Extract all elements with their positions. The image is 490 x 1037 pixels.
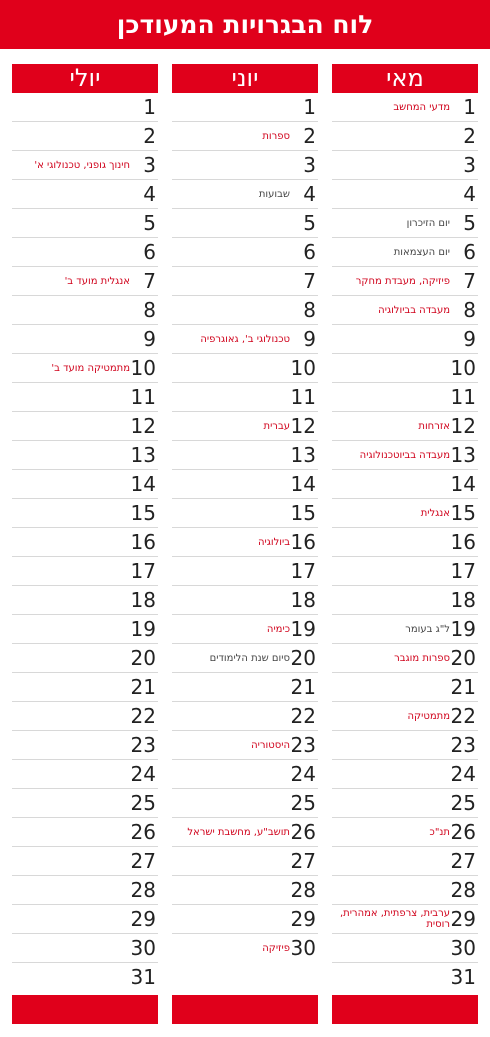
day-number: 13 (290, 443, 316, 467)
day-number: 3 (143, 153, 156, 177)
day-row (332, 354, 478, 383)
day-number: 28 (450, 878, 476, 902)
exam-event (332, 673, 450, 701)
exam-event: טכנולוגי ב', גאוגרפיה (200, 333, 290, 345)
day-number: 28 (290, 878, 316, 902)
day-number: 15 (450, 501, 476, 525)
exam-event: היסטוריה (251, 739, 290, 751)
day-row (172, 528, 318, 557)
day-row (332, 847, 478, 876)
day-number: 10 (450, 356, 476, 380)
exam-event: מתמטיקה מועד ב' (51, 362, 130, 374)
exam-event: ביולוגיה (257, 536, 290, 548)
day-number: 14 (130, 472, 156, 496)
exam-event (12, 122, 130, 150)
exam-event (332, 383, 450, 411)
exam-event (172, 702, 290, 730)
exam-event (172, 847, 290, 875)
day-number: 27 (290, 849, 316, 873)
exam-event: ערבית, צרפתית, אמהרית, רוסית (339, 908, 450, 930)
day-number: 6 (303, 240, 316, 264)
day-row (332, 876, 478, 905)
day-row (172, 296, 318, 325)
day-number: 26 (130, 820, 156, 844)
day-row (12, 499, 158, 528)
exam-event (332, 760, 450, 788)
exam-event (12, 557, 130, 585)
day-row (332, 180, 478, 209)
day-number: 24 (130, 762, 156, 786)
day-row (332, 296, 478, 325)
exam-event (332, 731, 450, 759)
day-row (12, 934, 158, 963)
exam-event (12, 760, 130, 788)
day-number: 3 (303, 153, 316, 177)
day-number: 30 (130, 936, 156, 960)
day-row (172, 499, 318, 528)
day-number: 4 (463, 182, 476, 206)
exam-event: אנגלית מועד ב' (64, 275, 130, 287)
day-number: 10 (290, 356, 316, 380)
exam-event (172, 238, 290, 266)
day-number: 22 (290, 704, 316, 728)
day-number: 17 (130, 559, 156, 583)
month-column-june (172, 64, 318, 963)
day-number: 6 (143, 240, 156, 264)
day-number: 1 (303, 95, 316, 119)
day-row (12, 151, 158, 180)
day-row (332, 644, 478, 673)
day-number: 18 (290, 588, 316, 612)
exam-event (12, 934, 130, 962)
exam-event: ל"ג בעומר (405, 623, 450, 635)
day-number: 15 (290, 501, 316, 525)
day-number: 20 (450, 646, 476, 670)
day-row (12, 383, 158, 412)
day-number: 15 (130, 501, 156, 525)
exam-event (12, 209, 130, 237)
day-number: 3 (463, 153, 476, 177)
exam-event (12, 615, 130, 643)
day-row (172, 122, 318, 151)
day-number: 18 (130, 588, 156, 612)
day-number: 26 (450, 820, 476, 844)
day-number: 28 (130, 878, 156, 902)
day-row (332, 412, 478, 441)
day-number: 14 (290, 472, 316, 496)
day-row (172, 876, 318, 905)
exam-event (172, 673, 290, 701)
exam-event (12, 238, 130, 266)
day-number: 4 (143, 182, 156, 206)
footer-bar-may (332, 995, 478, 1024)
day-row (172, 151, 318, 180)
day-number: 23 (290, 733, 316, 757)
exam-event (332, 528, 450, 556)
day-row (332, 470, 478, 499)
day-number: 21 (130, 675, 156, 699)
day-number: 11 (290, 385, 316, 409)
day-row (12, 267, 158, 296)
day-row (12, 325, 158, 354)
exam-event (12, 905, 130, 933)
exam-event (12, 586, 130, 614)
exam-event (12, 731, 130, 759)
page-title: לוח הבגרויות המעודכן (0, 0, 490, 49)
day-row (12, 760, 158, 789)
day-number: 1 (463, 95, 476, 119)
exam-event (332, 557, 450, 585)
exam-event: עברית (263, 420, 290, 432)
day-number: 19 (130, 617, 156, 641)
exam-event (172, 383, 290, 411)
day-row (172, 586, 318, 615)
day-row (12, 789, 158, 818)
day-number: 16 (450, 530, 476, 554)
exam-event (332, 151, 450, 179)
exam-event (12, 876, 130, 904)
day-row (172, 789, 318, 818)
day-row (332, 615, 478, 644)
exam-event (332, 354, 450, 382)
day-number: 21 (290, 675, 316, 699)
exam-event (12, 673, 130, 701)
exam-event: אנגלית (420, 507, 450, 519)
day-row (12, 412, 158, 441)
day-number: 11 (450, 385, 476, 409)
month-header: יולי (12, 64, 158, 93)
day-number: 7 (303, 269, 316, 293)
day-row (172, 760, 318, 789)
day-row (332, 151, 478, 180)
exam-event (12, 383, 130, 411)
exam-event (332, 963, 450, 991)
day-row (172, 731, 318, 760)
exam-event (12, 296, 130, 324)
day-number: 19 (290, 617, 316, 641)
day-row (332, 383, 478, 412)
day-number: 19 (450, 617, 476, 641)
month-column-may (332, 64, 478, 992)
exam-event (332, 789, 450, 817)
day-number: 31 (130, 965, 156, 989)
day-row (12, 644, 158, 673)
exam-event (172, 905, 290, 933)
day-row (172, 441, 318, 470)
exam-event (332, 847, 450, 875)
day-number: 22 (130, 704, 156, 728)
day-number: 23 (450, 733, 476, 757)
exam-event (332, 876, 450, 904)
day-row (12, 731, 158, 760)
day-row (332, 238, 478, 267)
day-row (332, 731, 478, 760)
day-row (172, 209, 318, 238)
day-row (12, 209, 158, 238)
day-row (332, 93, 478, 122)
day-number: 22 (450, 704, 476, 728)
day-number: 29 (450, 907, 476, 931)
day-number: 29 (130, 907, 156, 931)
day-number: 18 (450, 588, 476, 612)
day-number: 31 (450, 965, 476, 989)
day-number: 4 (303, 182, 316, 206)
day-row (172, 818, 318, 847)
day-row (172, 93, 318, 122)
exam-event: יום הזיכרון (406, 217, 450, 229)
day-row (172, 238, 318, 267)
day-number: 21 (450, 675, 476, 699)
day-number: 2 (463, 124, 476, 148)
day-row (332, 673, 478, 702)
exam-event (332, 934, 450, 962)
month-header: יוני (172, 64, 318, 93)
month-header: מאי (332, 64, 478, 93)
exam-event (332, 470, 450, 498)
day-row (172, 644, 318, 673)
exam-event (172, 586, 290, 614)
day-number: 9 (463, 327, 476, 351)
exam-event: חינוך גופני, טכנולוגי א' (34, 159, 130, 171)
exam-event: אזרחות (418, 420, 450, 432)
exam-event: מעבדה בביולוגיה (378, 304, 450, 316)
day-number: 9 (303, 327, 316, 351)
exam-event (12, 93, 130, 121)
day-number: 2 (143, 124, 156, 148)
day-number: 11 (130, 385, 156, 409)
day-row (12, 876, 158, 905)
day-row (332, 934, 478, 963)
day-number: 27 (130, 849, 156, 873)
exam-event (172, 151, 290, 179)
day-number: 1 (143, 95, 156, 119)
exam-event (172, 557, 290, 585)
day-number: 16 (290, 530, 316, 554)
day-number: 9 (143, 327, 156, 351)
exam-event: פיזיקה (262, 942, 290, 954)
day-row (172, 412, 318, 441)
day-number: 12 (290, 414, 316, 438)
day-number: 17 (290, 559, 316, 583)
exam-event (12, 441, 130, 469)
day-number: 30 (450, 936, 476, 960)
exam-event (172, 470, 290, 498)
day-row (332, 702, 478, 731)
exam-event (332, 325, 450, 353)
day-number: 17 (450, 559, 476, 583)
exam-event: כימיה (266, 623, 290, 635)
exam-event (12, 325, 130, 353)
day-number: 20 (290, 646, 316, 670)
day-number: 5 (463, 211, 476, 235)
day-row (172, 325, 318, 354)
day-row (172, 267, 318, 296)
day-number: 5 (303, 211, 316, 235)
exam-event: שבועות (258, 188, 290, 200)
exam-event (172, 876, 290, 904)
day-number: 14 (450, 472, 476, 496)
day-number: 27 (450, 849, 476, 873)
exam-event (12, 789, 130, 817)
exam-event: ספרות (262, 130, 290, 142)
exam-event: מדעי המחשב (393, 101, 450, 113)
day-row (12, 296, 158, 325)
day-row (332, 818, 478, 847)
day-number: 30 (290, 936, 316, 960)
footer-bar-june (172, 995, 318, 1024)
footer-bar-july (12, 995, 158, 1024)
day-number: 6 (463, 240, 476, 264)
day-number: 8 (463, 298, 476, 322)
day-number: 7 (143, 269, 156, 293)
day-row (172, 847, 318, 876)
day-number: 5 (143, 211, 156, 235)
day-number: 8 (303, 298, 316, 322)
day-row (332, 789, 478, 818)
exam-event (172, 267, 290, 295)
exam-event (12, 499, 130, 527)
exam-event (12, 818, 130, 846)
day-row (332, 267, 478, 296)
day-row (332, 963, 478, 992)
day-row (12, 470, 158, 499)
day-row (12, 847, 158, 876)
day-row (172, 354, 318, 383)
day-row (12, 586, 158, 615)
month-column-july (12, 64, 158, 992)
exam-event: ספרות מוגבר (394, 652, 450, 664)
exam-event (172, 354, 290, 382)
day-number: 10 (130, 356, 156, 380)
day-row (332, 122, 478, 151)
exam-event: תושב"ע, מחשבת ישראל (187, 826, 290, 838)
day-row (12, 905, 158, 934)
day-row (12, 615, 158, 644)
exam-event (12, 412, 130, 440)
day-number: 25 (130, 791, 156, 815)
exam-event (172, 499, 290, 527)
exam-event (12, 470, 130, 498)
day-row (172, 905, 318, 934)
exam-event (172, 760, 290, 788)
exam-event: מתמטיקה (407, 710, 450, 722)
day-number: 25 (450, 791, 476, 815)
day-number: 29 (290, 907, 316, 931)
day-row (12, 441, 158, 470)
day-row (332, 528, 478, 557)
day-row (12, 673, 158, 702)
day-row (12, 354, 158, 383)
day-row (332, 325, 478, 354)
day-number: 24 (290, 762, 316, 786)
day-number: 2 (303, 124, 316, 148)
day-number: 23 (130, 733, 156, 757)
day-number: 24 (450, 762, 476, 786)
day-row (332, 586, 478, 615)
exam-event (12, 963, 130, 991)
day-number: 13 (130, 443, 156, 467)
day-row (12, 93, 158, 122)
day-row (332, 209, 478, 238)
day-number: 8 (143, 298, 156, 322)
exam-event: יום העצמאות (393, 246, 450, 258)
day-number: 26 (290, 820, 316, 844)
day-row (332, 441, 478, 470)
exam-event: פיזיקה, מעבדת מחקר (355, 275, 450, 287)
exam-event (12, 702, 130, 730)
day-row (172, 934, 318, 963)
day-row (172, 673, 318, 702)
day-row (12, 122, 158, 151)
exam-event: תנ"כ (429, 826, 450, 838)
day-row (172, 383, 318, 412)
day-row (12, 702, 158, 731)
day-row (332, 499, 478, 528)
day-row (172, 180, 318, 209)
day-row (12, 557, 158, 586)
day-row (172, 702, 318, 731)
exam-event (12, 180, 130, 208)
exam-event (172, 441, 290, 469)
day-number: 12 (130, 414, 156, 438)
day-row (172, 470, 318, 499)
day-number: 13 (450, 443, 476, 467)
exam-event (12, 528, 130, 556)
day-number: 12 (450, 414, 476, 438)
exam-event: מעבדה בביוטכנולוגיה (359, 449, 450, 461)
exam-event (332, 180, 450, 208)
day-row (172, 557, 318, 586)
day-row (172, 615, 318, 644)
exam-event: סיום שנת הלימודים (209, 652, 290, 664)
exam-event (172, 93, 290, 121)
day-row (12, 238, 158, 267)
day-row (332, 905, 478, 934)
exam-event (12, 644, 130, 672)
day-row (12, 180, 158, 209)
exam-event (172, 209, 290, 237)
day-number: 7 (463, 269, 476, 293)
exam-event (12, 847, 130, 875)
day-row (12, 818, 158, 847)
day-number: 16 (130, 530, 156, 554)
day-row (12, 963, 158, 992)
exam-event (172, 296, 290, 324)
exam-event (172, 789, 290, 817)
day-row (332, 760, 478, 789)
exam-event (332, 586, 450, 614)
exam-event (332, 122, 450, 150)
day-number: 25 (290, 791, 316, 815)
day-row (12, 528, 158, 557)
day-number: 20 (130, 646, 156, 670)
day-row (332, 557, 478, 586)
